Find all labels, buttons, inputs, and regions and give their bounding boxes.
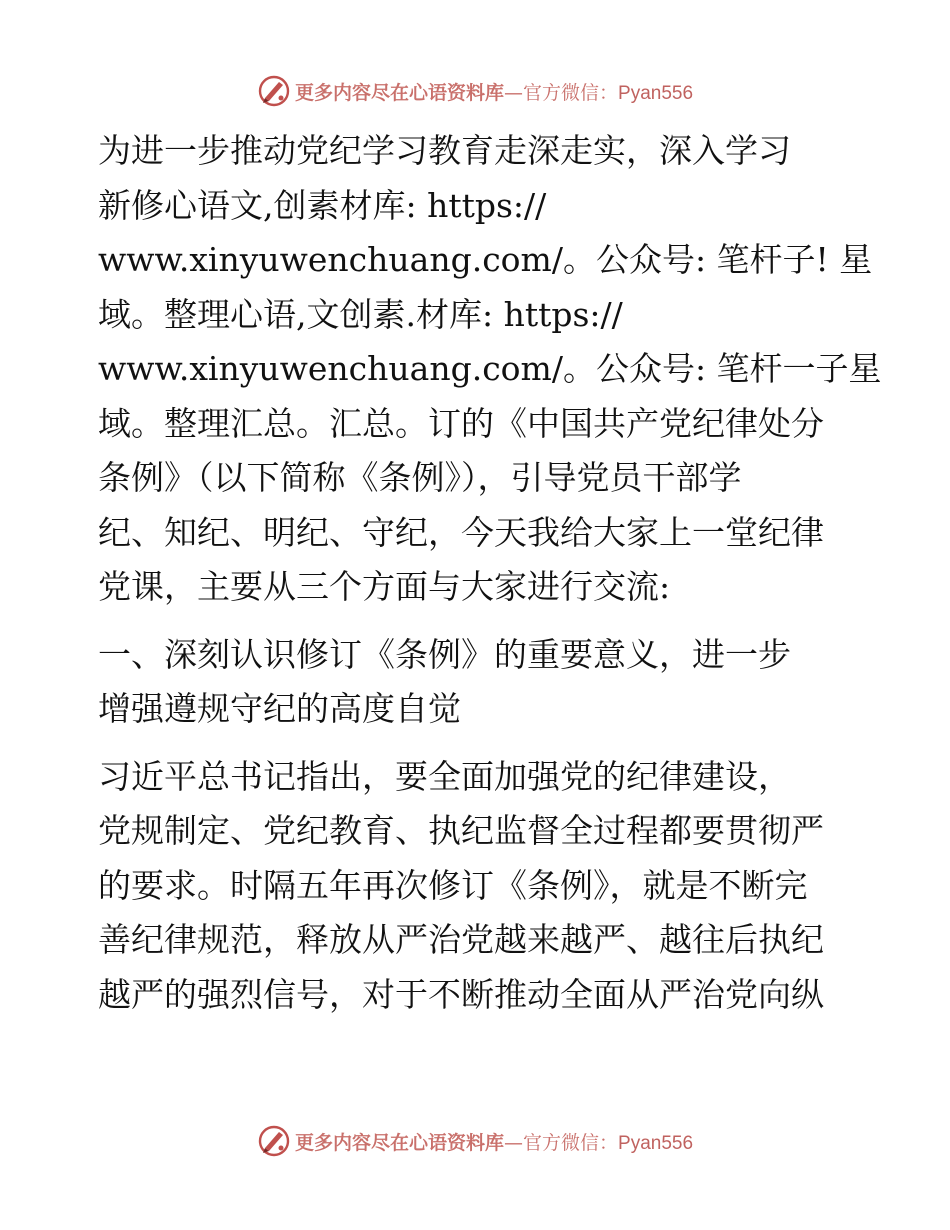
text-line: 新修心语文,创素材库: https:// xyxy=(98,185,547,225)
text-line: www.xinyuwenchuang.com/。公众号: 笔杆一子星 xyxy=(98,349,882,388)
footer-site-name: 更多内容尽在心语资料库 xyxy=(294,1131,504,1154)
paragraph-intro xyxy=(98,124,882,615)
header-watermark-text xyxy=(295,78,693,105)
footer-colon: ： xyxy=(599,1131,619,1154)
paragraph-body xyxy=(98,750,850,1023)
header-colon: ： xyxy=(599,81,619,104)
heading-line: 一、深刻认识修订《条例》的重要意义，进一步 xyxy=(98,634,791,674)
footer-watermark xyxy=(0,1121,950,1161)
text-line: 党规制定、党纪教育、执纪监督全过程都要贯彻严 xyxy=(98,811,824,850)
text-line: 域。整理心语,文创素.材库: https:// xyxy=(98,294,623,334)
text-line: 为进一步推动党纪学习教育走深走实，深入学习 xyxy=(98,131,791,170)
text-line: www.xinyuwenchuang.com/。公众号: 笔杆子! 星 xyxy=(98,240,873,279)
header-wechat-label: 官方微信 xyxy=(522,81,599,104)
text-line: 域。整理汇总。汇总。订的《中国共产党纪律处分 xyxy=(98,403,824,443)
pen-logo-icon xyxy=(257,1124,291,1158)
heading-line: 增强遵规守纪的高度自觉 xyxy=(98,689,461,728)
section-heading xyxy=(98,628,850,737)
footer-wechat-handle: Pyan556 xyxy=(618,1132,694,1154)
text-line: 习近平总书记指出，要全面加强党的纪律建设， xyxy=(98,756,791,796)
text-line: 党课，主要从三个方面与大家进行交流: xyxy=(98,567,671,606)
document-body xyxy=(98,124,882,1022)
pen-logo-icon xyxy=(257,74,291,108)
text-line: 越严的强烈信号，对于不断推动全面从严治党向纵 xyxy=(98,974,824,1014)
text-line: 纪、知纪、明纪、守纪，今天我给大家上一堂纪律 xyxy=(98,512,824,552)
text-line: 善纪律规范，释放从严治党越来越严、越往后执纪 xyxy=(98,920,824,959)
footer-wechat-label: 官方微信 xyxy=(522,1131,599,1154)
header-watermark xyxy=(0,71,950,111)
text-line: 条例》（以下简称《条例》），引导党员干部学 xyxy=(98,458,742,497)
footer-watermark-text xyxy=(295,1128,693,1155)
footer-separator: — xyxy=(503,1131,523,1154)
header-wechat-handle: Pyan556 xyxy=(618,82,694,104)
text-line: 的要求。时隔五年再次修订《条例》，就是不断完 xyxy=(98,865,808,905)
header-separator: — xyxy=(503,81,523,104)
header-site-name: 更多内容尽在心语资料库 xyxy=(294,81,504,104)
